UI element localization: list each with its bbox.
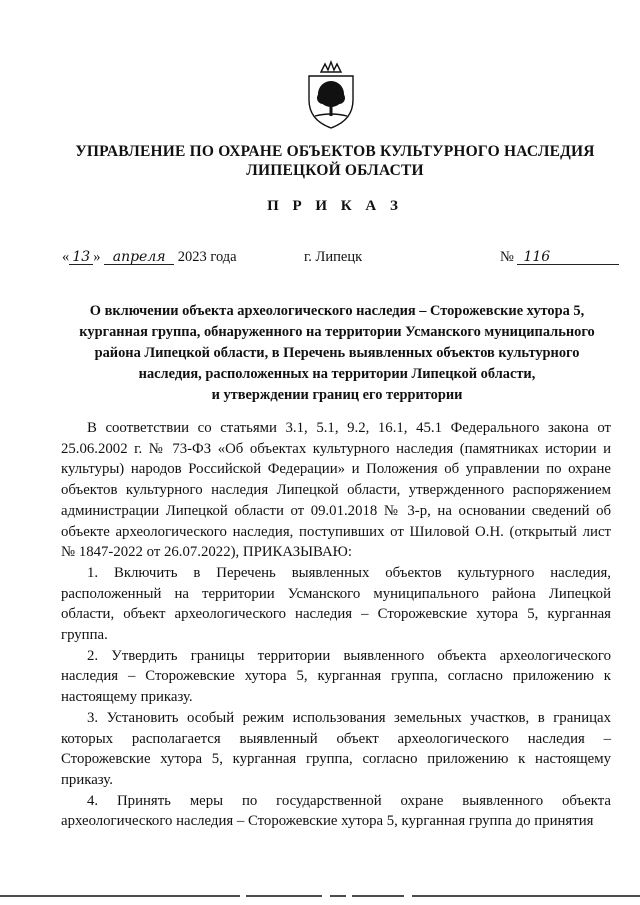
title-line: и утверждении границ его территории xyxy=(211,387,463,403)
order-body xyxy=(61,418,611,832)
doc-number-field xyxy=(500,249,619,266)
org-line-2: ЛИПЕЦКОЙ ОБЛАСТИ xyxy=(246,162,424,179)
number-handwritten: 116 xyxy=(517,250,619,265)
title-line: наследия, расположенных на территории Липецкой области, xyxy=(138,366,536,382)
footer-divider xyxy=(0,892,640,900)
coat-of-arms-icon xyxy=(303,60,359,132)
month-handwritten: апреля xyxy=(104,250,174,265)
item-paragraph: 1. Включить в Перечень выявленных объектов культурного наследия, расположенный на территории Усманского муниципального района Липецкой области, объект археологического наследия – Сторожевские хутора 5, курганная группа. xyxy=(61,564,611,644)
order-title xyxy=(44,301,630,406)
item-paragraph: 2. Утвердить границы территории выявленного объекта археологического наследия – Сторожевские хутора 5, курганная группа, согласно приложению к настоящему приказу. xyxy=(61,647,611,706)
item-paragraph: 3. Установить особый режим использования земельных участков, в границах которых располагается выявленный объект археологического наследия – Сторожевские хутора 5, курганная группа, согласно приложению к настоящему приказу. xyxy=(61,709,611,788)
organization-name xyxy=(40,142,630,180)
preamble-paragraph: В соответствии со статьями 3.1, 5.1, 9.2, 16.1, 45.1 Федерального закона от 25.06.2002 г. № 73-ФЗ «Об объектах культурного наследия (памятниках истории и культуры) народов Российской Федерации» и Положения об управлении по охране объектов культурного наследия Липецкой области, утвержденного распоряжением администрации Липецкой области от 09.01.2018 № 3-р, на основании сведений об объекте археологического наследия, поступивших от Шиловой О.Н. (открытый лист № 1847-2022 от 26.07.2022), ПРИКАЗЫВАЮ: xyxy=(61,420,611,561)
year-text: 2023 года xyxy=(177,249,237,265)
document-type: П Р И К А З xyxy=(267,198,403,214)
quote-close: » xyxy=(93,249,101,265)
title-line: курганная группа, обнаруженного на территории Усманского муниципального xyxy=(79,324,595,340)
city: г. Липецк xyxy=(304,249,363,265)
day-handwritten: 13 xyxy=(69,250,93,265)
org-line-1: УПРАВЛЕНИЕ ПО ОХРАНЕ ОБЪЕКТОВ КУЛЬТУРНОГО НАСЛЕДИЯ xyxy=(75,143,595,160)
date-field xyxy=(62,249,237,266)
quote-open: « xyxy=(62,249,70,265)
title-line: О включении объекта археологического наследия – Сторожевские хутора 5, xyxy=(89,303,585,319)
number-sign: № xyxy=(500,249,514,265)
title-line: района Липецкой области, в Перечень выявленных объектов культурного xyxy=(94,345,580,361)
item-paragraph: 4. Принять меры по государственной охране выявленного объекта археологического наследия – Сторожевские хутора 5, курганная группа до принятия xyxy=(61,792,611,830)
